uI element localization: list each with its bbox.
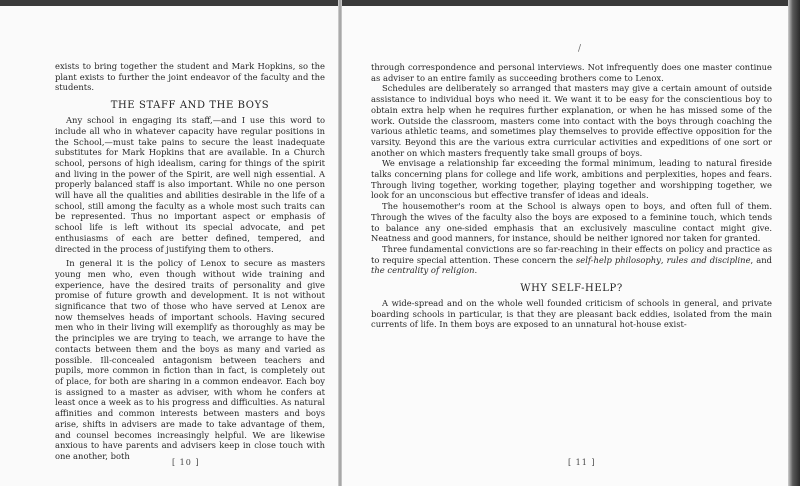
page-number-left: [ 10 ]	[172, 458, 200, 467]
right-paragraph: We envisage a relationship far exceeding the formal minimum, leading to natural fireside talks concerning plans for college and life work, ambitions and perplexities, hopes and fears. Through living together, working together, playing together and worshipping together, we look for an unconscious but effective transfer of ideas and ideals.	[371, 158, 772, 201]
term-centrality-religion: the centrality of religion	[371, 265, 475, 276]
left-page-text	[55, 61, 325, 462]
separator: ,	[660, 254, 667, 265]
term-rules-discipline: rules and discipline	[666, 254, 751, 265]
scan-border-right	[788, 0, 800, 486]
right-page-text	[371, 62, 772, 330]
sentence-end: .	[474, 265, 478, 276]
convictions-paragraph	[371, 244, 772, 276]
margin-mark: /	[578, 44, 582, 54]
left-paragraph: Any school in engaging its staff,—and I use this word to include all who in whatever capacity have regular positions in the School,—must take pains to secure the least inadequate substitutes for Mark Hopkins that are available. In a Church school, persons of high idealism, caring for things of the spirit and living in the power of the Spirit, are well nigh essential. A properly balanced staff is also important. While no one person will have all the qualities and abilities desirable in the life of a school, still among the faculty as a whole most such traits can be represented. Thus no important aspect or emphasis of school life is left without its special advocate, and pet enthusiasms of each are better defined, tempered, and directed in the process of justifying them to others.	[55, 115, 325, 254]
term-self-help: self-help philosophy	[575, 254, 661, 265]
section-title-staff-and-boys: THE STAFF AND THE BOYS	[110, 100, 270, 112]
left-opening-paragraph: exists to bring together the student and Mark Hopkins, so the plant exists to further the joint endeavor of the faculty and the students.	[55, 61, 325, 93]
separator: , and	[750, 254, 772, 265]
right-closing-paragraph: A wide-spread and on the whole well founded criticism of schools in general, and private boarding schools in particular, is that they are pleasant back eddies, isolated from the main currents of life. In them boys are exposed to an unnatural hot-house exist-	[371, 298, 772, 330]
right-opening-paragraph: through correspondence and personal interviews. Not infrequently does one master continue as adviser to an entire family as succeeding brothers come to Lenox.	[371, 62, 772, 83]
convictions-lead: Three fundamental convictions are so far-reaching in their effects on policy and practice as to require special attention. These concern the	[371, 243, 772, 265]
page-number-right: [ 11 ]	[568, 458, 596, 467]
book-gutter	[338, 0, 342, 486]
right-paragraph: The housemother's room at the School is always open to boys, and often full of them. Through the wives of the faculty also the boys are exposed to a feminine touch, which tends to balance any one-sided emphasis that an exclusively masculine contact might give. Neatness and good manners, for instance, should be neither ignored nor taken for granted.	[371, 201, 772, 244]
section-title-why-self-help: WHY SELF-HELP?	[520, 283, 623, 295]
left-paragraph: In general it is the policy of Lenox to secure as masters young men who, even though without wide training and experience, have the desired traits of personality and give promise of future growth and development. It is not without significance that two of those who have served at Lenox are now themselves heads of important schools. Having secured men who in their living will exemplify as thoroughly as may be the principles we are trying to teach, we arrange to have the contacts between them and the boys as many and varied as possible. Ill-concealed antagonism between teachers and pupils, more common in fiction than in fact, is completely out of place, for both are sharing in a common endeavor. Each boy is assigned to a master as adviser, with whom he confers at least once a week as to his progress and difficulties. As natural affinities and common interests between masters and boys arise, shifts in advisers are made to take advantage of them, and counsel becomes increasingly helpful. We are likewise anxious to have parents and advisers keep in close touch with one another, both	[55, 258, 325, 461]
right-paragraph: Schedules are deliberately so arranged that masters may give a certain amount of outside assistance to individual boys who need it. We want it to be easy for the conscientious boy to obtain extra help when he requires further explanation, or when he has missed some of the work. Outside the classroom, masters come into contact with the boys through coaching the various athletic teams, and sometimes play themselves to provide effective opposition for the varsity. Beyond this are the various extra curricular activities and expeditions of one sort or another on which masters frequently take small groups of boys.	[371, 83, 772, 158]
